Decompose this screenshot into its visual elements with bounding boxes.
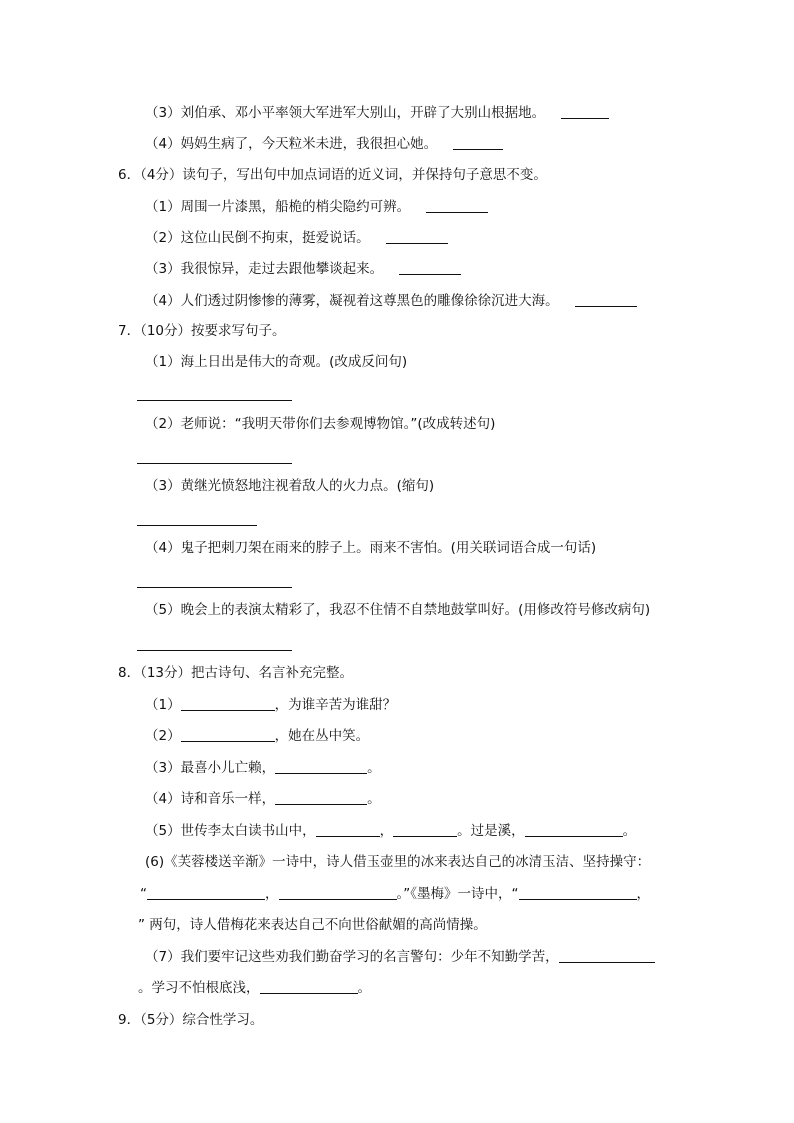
q6-item-4-text: （4）人们透过阴惨惨的薄雾，凝视着这尊黑色的雕像徐徐沉进大海。: [145, 293, 559, 309]
q8-item-5: [145, 821, 636, 841]
q8-item-6-line-1: (6)《芙蓉楼送辛渐》一诗中，诗人借玉壶里的冰来表达自己的冰清玉洁、坚持操守：: [145, 854, 651, 870]
q7-item-4-answer-line[interactable]: [137, 587, 292, 588]
q8-item-7-l2-prefix: 。学习不怕根底浅，: [138, 980, 260, 996]
q7-item-1-answer-line[interactable]: [137, 400, 292, 401]
q8-heading: 8．（13分）把古诗句、名言补充完整。: [118, 665, 354, 681]
q8-item-7-blank-2[interactable]: [260, 979, 358, 994]
q8-item-3-blank[interactable]: [275, 759, 367, 774]
q8-item-3-suffix: 。: [367, 760, 381, 776]
q8-item-2-suffix: ，她在丛中笑。: [274, 728, 370, 744]
q8-item-3: [145, 758, 381, 778]
q6-item-1-text: （1）周围一片漆黑，船桅的梢尖隐约可辨。: [145, 199, 411, 215]
q8-item-6-comma: ，: [265, 886, 279, 902]
q8-item-6-open-quote: “: [140, 886, 147, 902]
q5-item-4-blank[interactable]: [453, 135, 503, 150]
q8-item-7-blank-1[interactable]: [559, 948, 655, 963]
q8-item-5-sep-1: ，: [379, 823, 394, 839]
q7-item-3: （3）黄继光愤怒地注视着敌人的火力点。(缩句): [145, 478, 435, 494]
q8-item-6-blank-2[interactable]: [279, 885, 397, 900]
q7-item-3-answer-line[interactable]: [137, 525, 257, 526]
q5-item-3-text: （3）刘伯承、邓小平率领大军进军大别山，开辟了大别山根据地。: [145, 105, 546, 121]
q8-item-2-prefix: （2）: [145, 728, 181, 744]
q8-item-1-prefix: （1）: [145, 697, 181, 713]
q6-item-2-blank[interactable]: [386, 229, 448, 244]
q6-item-1-blank[interactable]: [426, 198, 488, 213]
q5-item-3-blank[interactable]: [561, 104, 609, 119]
q8-item-3-prefix: （3）最喜小儿亡赖，: [145, 760, 276, 776]
q8-item-4-prefix: （4）诗和音乐一样，: [145, 791, 276, 807]
q7-heading: 7．（10分）按要求写句子。: [118, 323, 286, 339]
q6-item-3-blank[interactable]: [399, 260, 461, 275]
q8-item-5-prefix: （5）世传李太白读书山中，: [145, 823, 316, 839]
q7-item-5-answer-line[interactable]: [137, 650, 292, 651]
q8-item-6-blank-3[interactable]: [519, 885, 637, 900]
q8-item-7-line-1: [145, 947, 655, 967]
q5-item-4-text: （4）妈妈生病了，今天粒米未进，我很担心她。: [145, 136, 438, 152]
q6-item-3-text: （3）我很惊异，走过去跟他攀谈起来。: [145, 261, 384, 277]
q8-item-6-line-2: [140, 884, 650, 904]
q6-item-4: [145, 291, 637, 311]
q5-item-4: [145, 134, 503, 154]
q8-item-5-blank-1[interactable]: [316, 822, 380, 837]
q7-item-2: （2）老师说：“我明天带你们去参观博物馆。”(改成转述句): [145, 416, 496, 432]
q8-item-2-blank[interactable]: [181, 727, 275, 742]
q6-item-2-text: （2）这位山民倒不拘束，挺爱说话。: [145, 230, 370, 246]
q6-item-1: [145, 197, 488, 217]
q9-heading: 9．（5分）综合性学习。: [118, 1012, 264, 1028]
q8-item-7-l2-suffix: 。: [357, 980, 371, 996]
q8-item-6-end-comma: ，: [636, 886, 650, 902]
q6-item-2: [145, 228, 448, 248]
q8-item-6-middle: 。”《墨梅》一诗中，“: [396, 886, 519, 902]
q7-item-4: （4）鬼子把刺刀架在雨来的脖子上。雨来不害怕。(用关联词语合成一句话): [145, 540, 597, 556]
q8-item-4: [145, 789, 381, 809]
q7-item-1: （1）海上日出是伟大的奇观。(改成反问句): [145, 354, 408, 370]
q5-item-3: [145, 103, 609, 123]
q8-item-7-prefix: （7）我们要牢记这些劝我们勤奋学习的名言警句：少年不知勤学苦，: [145, 949, 559, 965]
q8-item-5-blank-2[interactable]: [393, 822, 457, 837]
q8-item-1-suffix: ，为谁辛苦为谁甜？: [274, 697, 397, 713]
q8-item-6-blank-1[interactable]: [147, 885, 265, 900]
q8-item-6-line-3: ” 两句，诗人借梅花来表达自己不向世俗献媚的高尚情操。: [138, 917, 487, 933]
q8-item-5-suffix: 。: [622, 823, 637, 839]
q8-item-4-blank[interactable]: [275, 790, 367, 805]
q6-heading: 6．（4分）读句子，写出句中加点词语的近义词，并保持句子意思不变。: [118, 167, 547, 183]
q8-item-1-blank[interactable]: [181, 696, 275, 711]
q6-item-3: [145, 259, 461, 279]
q8-item-2: [145, 726, 369, 746]
q8-item-7-line-2: [138, 978, 371, 998]
q8-item-5-blank-3[interactable]: [525, 822, 623, 837]
q6-item-4-blank[interactable]: [575, 292, 637, 307]
q8-item-1: [145, 695, 396, 715]
q8-item-4-suffix: 。: [367, 791, 381, 807]
q8-item-5-sep-2: 。过是溪，: [457, 823, 525, 839]
q7-item-2-answer-line[interactable]: [137, 463, 292, 464]
q7-item-5: （5）晚会上的表演太精彩了，我忍不住情不自禁地鼓掌叫好。(用修改符号修改病句): [145, 602, 651, 618]
